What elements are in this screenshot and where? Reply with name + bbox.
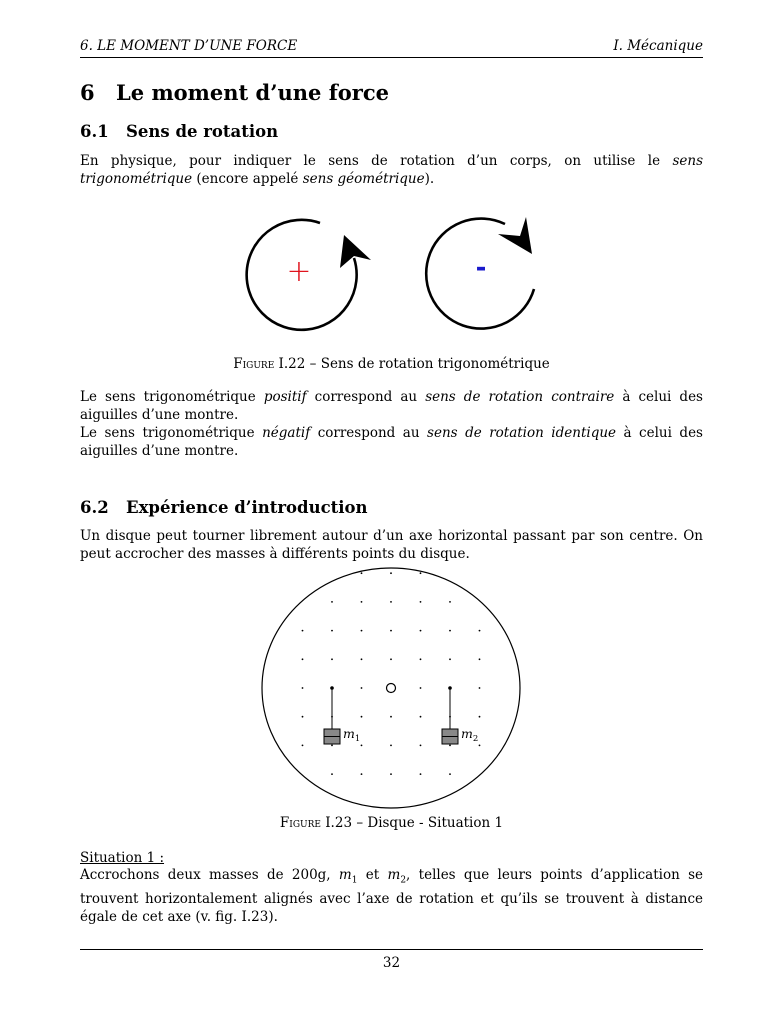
text-run: , telles que leurs points d’application se trouvent horizontalement alignés avec l’axe de rotation et qu’ils se trouvent à distance égale de cet axe (v. fig. I.23). (80, 867, 704, 925)
disc-hole (479, 658, 481, 660)
disc-hole (449, 630, 451, 632)
positive-direction-paragraph (80, 388, 703, 424)
disc-hole (390, 630, 392, 632)
section-title-text: Le moment d’une force (116, 80, 389, 105)
math-symbol: m (387, 867, 401, 883)
disc-hole (302, 745, 304, 747)
disc-hole (331, 658, 333, 660)
disc-hole (361, 572, 363, 574)
disc-hole (361, 745, 363, 747)
disc-hole (479, 687, 481, 689)
minus-sign: - (475, 253, 487, 283)
text-run: Le sens trigonométrique (80, 389, 264, 405)
disc-hole (331, 601, 333, 603)
situation-1-paragraph (80, 866, 703, 926)
emphasis: positif (263, 389, 307, 405)
mass2-label: $m_2$ (461, 726, 479, 744)
disc-hole (420, 572, 422, 574)
situation-1-heading (80, 849, 703, 867)
emphasis: sens géométrique (302, 171, 425, 187)
text-run: ). (424, 171, 435, 187)
disc-hole (390, 658, 392, 660)
disc-hole (390, 601, 392, 603)
disc-hole (420, 601, 422, 603)
text-run: à celui des aiguilles d’une montre. (80, 389, 703, 423)
disc-hole (479, 745, 481, 747)
subsection-title-text: Sens de rotation (126, 122, 279, 141)
disc-hole (302, 658, 304, 660)
experiment-intro-paragraph: Un disque peut tourner librement autour d’un axe horizontal passant par son centre. On peut accrocher des masses à différents points du disque. (80, 528, 703, 562)
disc-hole (361, 658, 363, 660)
disc-hole (449, 658, 451, 660)
disc-holes (302, 572, 481, 775)
disc-hole (449, 601, 451, 603)
subsection-number: 6.2 (80, 498, 109, 517)
caption-label: Figure I.22 (233, 356, 306, 372)
disc-hole (479, 716, 481, 718)
caption-text: – Disque - Situation 1 (352, 815, 504, 831)
text-run: correspond au (306, 389, 426, 405)
rotation-intro-paragraph (80, 152, 703, 188)
negative-direction-paragraph (80, 424, 703, 460)
disc-hole (302, 687, 304, 689)
text-run: à celui des aiguilles d’une montre. (80, 425, 703, 459)
disc-hole (390, 773, 392, 775)
rotation-axis (387, 684, 396, 693)
disc-hole (302, 716, 304, 718)
caption-label: Figure I.23 (279, 815, 353, 831)
header-rule (80, 57, 703, 58)
figure-23-caption (80, 815, 703, 831)
header-chapter: 6. LE MOMENT D’UNE FORCE (80, 38, 298, 54)
disc-hole (361, 601, 363, 603)
disc-hole (420, 745, 422, 747)
disc-hole (479, 630, 481, 632)
subsection-number: 6.1 (80, 122, 109, 141)
disc-hole (331, 630, 333, 632)
disc-hole (420, 773, 422, 775)
emphasis: négatif (262, 425, 311, 441)
disc-hole (302, 630, 304, 632)
disc-hole (449, 773, 451, 775)
subsection-title-experiment (80, 498, 368, 517)
disc-hole (449, 745, 451, 747)
header-part: I. Mécanique (613, 38, 703, 54)
subsection-title-text: Expérience d’introduction (126, 498, 368, 517)
disc-hole (420, 630, 422, 632)
text-run: En physique, pour indiquer le sens de rotation d’un corps, on utilise le (80, 153, 673, 169)
emphasis: sens de rotation identique (427, 425, 617, 441)
mass1-label: $m_1$ (343, 726, 361, 744)
disc-hole (390, 572, 392, 574)
text-run: Le sens trigonométrique (80, 425, 263, 441)
disc-hole (390, 745, 392, 747)
math-subscript: 1 (351, 875, 358, 886)
subsection-title-rotation (80, 122, 278, 141)
plus-sign: + (286, 254, 312, 289)
disc-hole (390, 716, 392, 718)
disc-figure (260, 565, 522, 810)
disc-hole (361, 773, 363, 775)
disc-hole (420, 687, 422, 689)
disc-hole (331, 773, 333, 775)
disc-hole (361, 716, 363, 718)
rotation-direction-figure (230, 210, 550, 340)
disc-hole (331, 745, 333, 747)
disc-hole (420, 658, 422, 660)
math-symbol: m (338, 867, 352, 883)
emphasis: sens trigonométrique (80, 153, 703, 187)
figure-22-caption (80, 356, 703, 372)
section-number: 6 (80, 80, 95, 105)
situation-heading-text: Situation 1 : (80, 850, 165, 866)
text-run: correspond au (310, 425, 428, 441)
caption-text: – Sens de rotation trigonométrique (305, 356, 550, 372)
footer-rule (80, 949, 703, 950)
page-number: 32 (382, 955, 401, 971)
text-run: et (357, 867, 388, 883)
running-header (80, 38, 703, 58)
disc-hole (361, 687, 363, 689)
text-run: (encore appelé (192, 171, 303, 187)
section-title (80, 80, 389, 105)
math-subscript: 2 (400, 875, 407, 886)
text-run: Accrochons deux masses de 200g, (80, 867, 339, 883)
disc-hole (361, 630, 363, 632)
disc-hole (420, 716, 422, 718)
emphasis: sens de rotation contraire (425, 389, 615, 405)
